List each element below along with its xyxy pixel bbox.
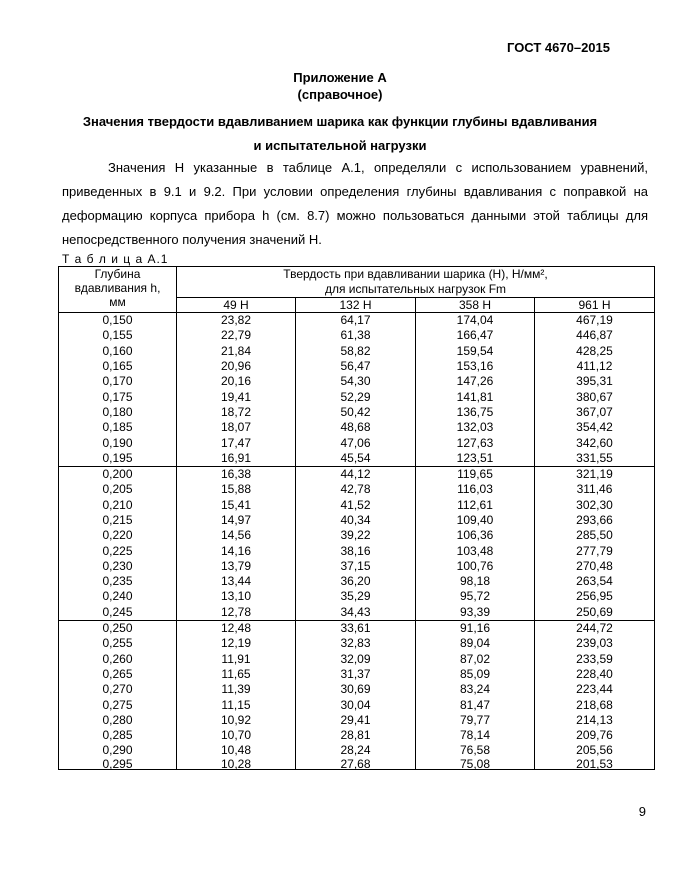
hardness-cell: 209,76 <box>535 728 655 743</box>
hardness-cell: 13,44 <box>177 574 296 589</box>
page-number: 9 <box>638 804 646 819</box>
depth-column-header <box>59 267 177 313</box>
hardness-cell: 83,24 <box>416 682 535 697</box>
hardness-cell: 38,16 <box>296 543 416 558</box>
hardness-header-line1: Твердость при вдавливании шарика (Н), Н/мм², <box>283 267 548 281</box>
depth-cell: 0,250 <box>59 620 177 636</box>
annex-status: (справочное) <box>297 87 383 102</box>
hardness-cell: 41,52 <box>296 498 416 513</box>
annex-heading-line1: Значения твердости вдавливанием шарика как функции глубины вдавливания <box>82 114 598 129</box>
hardness-cell: 380,67 <box>535 389 655 404</box>
table-row <box>59 620 655 636</box>
depth-header-line1: Глубина <box>94 267 141 281</box>
hardness-cell: 87,02 <box>416 652 535 667</box>
table-row <box>59 636 655 651</box>
table-row <box>59 466 655 482</box>
hardness-cell: 354,42 <box>535 420 655 435</box>
depth-cell: 0,200 <box>59 466 177 482</box>
depth-cell: 0,265 <box>59 667 177 682</box>
hardness-cell: 277,79 <box>535 543 655 558</box>
hardness-cell: 293,66 <box>535 513 655 528</box>
hardness-cell: 331,55 <box>535 451 655 467</box>
hardness-cell: 47,06 <box>296 435 416 450</box>
hardness-cell: 21,84 <box>177 344 296 359</box>
depth-cell: 0,195 <box>59 451 177 467</box>
hardness-cell: 166,47 <box>416 328 535 343</box>
hardness-cell: 106,36 <box>416 528 535 543</box>
hardness-cell: 123,51 <box>416 451 535 467</box>
depth-cell: 0,185 <box>59 420 177 435</box>
hardness-cell: 36,20 <box>296 574 416 589</box>
hardness-cell: 54,30 <box>296 374 416 389</box>
table-row <box>59 328 655 343</box>
hardness-cell: 45,54 <box>296 451 416 467</box>
hardness-cell: 132,03 <box>416 420 535 435</box>
hardness-cell: 16,38 <box>177 466 296 482</box>
hardness-cell: 48,68 <box>296 420 416 435</box>
depth-header-line2: вдавливания h, <box>74 281 161 295</box>
hardness-cell: 95,72 <box>416 589 535 604</box>
depth-cell: 0,170 <box>59 374 177 389</box>
load-header: 132 Н <box>296 298 416 313</box>
hardness-cell: 20,16 <box>177 374 296 389</box>
table-row <box>59 451 655 467</box>
table-row <box>59 543 655 558</box>
hardness-cell: 93,39 <box>416 605 535 621</box>
table-row <box>59 759 655 770</box>
hardness-cell: 20,96 <box>177 359 296 374</box>
hardness-cell: 11,15 <box>177 697 296 712</box>
depth-cell: 0,155 <box>59 328 177 343</box>
hardness-cell: 250,69 <box>535 605 655 621</box>
hardness-cell: 14,16 <box>177 543 296 558</box>
hardness-column-header <box>177 267 655 298</box>
depth-cell: 0,270 <box>59 682 177 697</box>
hardness-cell: 159,54 <box>416 344 535 359</box>
hardness-cell: 12,78 <box>177 605 296 621</box>
hardness-cell: 446,87 <box>535 328 655 343</box>
table-row <box>59 697 655 712</box>
hardness-cell: 28,81 <box>296 728 416 743</box>
hardness-cell: 75,08 <box>416 759 535 770</box>
hardness-cell: 61,38 <box>296 328 416 343</box>
hardness-cell: 58,82 <box>296 344 416 359</box>
hardness-cell: 428,25 <box>535 344 655 359</box>
table-row <box>59 728 655 743</box>
hardness-cell: 109,40 <box>416 513 535 528</box>
hardness-cell: 112,61 <box>416 498 535 513</box>
hardness-cell: 18,07 <box>177 420 296 435</box>
depth-cell: 0,285 <box>59 728 177 743</box>
hardness-cell: 302,30 <box>535 498 655 513</box>
depth-cell: 0,205 <box>59 482 177 497</box>
depth-cell: 0,160 <box>59 344 177 359</box>
hardness-cell: 411,12 <box>535 359 655 374</box>
body-paragraph: Значения Н указанные в таблице А.1, определяли с использованием уравнений, приведенных в 9.1 и 9.2. При условии определения глубины вдавливания с поправкой на деформацию корпуса прибора h (см. 8.7) можно пользоваться данными этой таблицы для непосредственного получения значений Н. <box>62 160 648 247</box>
hardness-cell: 89,04 <box>416 636 535 651</box>
hardness-cell: 311,46 <box>535 482 655 497</box>
hardness-cell: 37,15 <box>296 559 416 574</box>
depth-cell: 0,235 <box>59 574 177 589</box>
hardness-cell: 153,16 <box>416 359 535 374</box>
depth-cell: 0,165 <box>59 359 177 374</box>
depth-cell: 0,260 <box>59 652 177 667</box>
hardness-cell: 11,39 <box>177 682 296 697</box>
table-row <box>59 605 655 621</box>
hardness-cell: 33,61 <box>296 620 416 636</box>
depth-cell: 0,275 <box>59 697 177 712</box>
hardness-cell: 30,04 <box>296 697 416 712</box>
hardness-cell: 467,19 <box>535 313 655 329</box>
hardness-cell: 52,29 <box>296 389 416 404</box>
hardness-cell: 32,83 <box>296 636 416 651</box>
hardness-cell: 39,22 <box>296 528 416 543</box>
hardness-cell: 85,09 <box>416 667 535 682</box>
table-row <box>59 667 655 682</box>
hardness-cell: 12,48 <box>177 620 296 636</box>
hardness-cell: 270,48 <box>535 559 655 574</box>
table-caption: Т а б л и ц а А.1 <box>62 252 169 266</box>
table-row <box>59 574 655 589</box>
hardness-cell: 56,47 <box>296 359 416 374</box>
annex-heading-line2: и испытательной нагрузки <box>253 138 427 153</box>
hardness-cell: 263,54 <box>535 574 655 589</box>
hardness-cell: 14,56 <box>177 528 296 543</box>
table-row <box>59 389 655 404</box>
hardness-cell: 12,19 <box>177 636 296 651</box>
table-row <box>59 528 655 543</box>
hardness-cell: 28,24 <box>296 743 416 758</box>
hardness-cell: 40,34 <box>296 513 416 528</box>
load-header: 961 Н <box>535 298 655 313</box>
hardness-cell: 228,40 <box>535 667 655 682</box>
table-row <box>59 374 655 389</box>
depth-cell: 0,210 <box>59 498 177 513</box>
load-header: 358 Н <box>416 298 535 313</box>
hardness-cell: 218,68 <box>535 697 655 712</box>
hardness-cell: 19,41 <box>177 389 296 404</box>
hardness-cell: 76,58 <box>416 743 535 758</box>
table-row <box>59 713 655 728</box>
table-row <box>59 513 655 528</box>
hardness-cell: 11,65 <box>177 667 296 682</box>
hardness-cell: 10,48 <box>177 743 296 758</box>
hardness-cell: 321,19 <box>535 466 655 482</box>
hardness-cell: 34,43 <box>296 605 416 621</box>
table-row <box>59 420 655 435</box>
table-row <box>59 652 655 667</box>
hardness-cell: 64,17 <box>296 313 416 329</box>
table-row <box>59 344 655 359</box>
hardness-cell: 100,76 <box>416 559 535 574</box>
depth-cell: 0,255 <box>59 636 177 651</box>
hardness-cell: 10,92 <box>177 713 296 728</box>
table-body <box>59 313 655 770</box>
depth-cell: 0,290 <box>59 743 177 758</box>
hardness-cell: 78,14 <box>416 728 535 743</box>
document-code: ГОСТ 4670–2015 <box>507 40 610 55</box>
hardness-cell: 13,10 <box>177 589 296 604</box>
hardness-cell: 35,29 <box>296 589 416 604</box>
hardness-cell: 127,63 <box>416 435 535 450</box>
hardness-cell: 239,03 <box>535 636 655 651</box>
hardness-cell: 23,82 <box>177 313 296 329</box>
table-row <box>59 435 655 450</box>
table-row <box>59 498 655 513</box>
hardness-cell: 27,68 <box>296 759 416 770</box>
hardness-cell: 16,91 <box>177 451 296 467</box>
hardness-cell: 44,12 <box>296 466 416 482</box>
table-row <box>59 359 655 374</box>
depth-cell: 0,280 <box>59 713 177 728</box>
depth-header-line3: мм <box>109 295 126 309</box>
hardness-cell: 15,88 <box>177 482 296 497</box>
hardness-cell: 367,07 <box>535 405 655 420</box>
hardness-header-line2: для испытательных нагрузок Fm <box>324 282 507 296</box>
hardness-cell: 395,31 <box>535 374 655 389</box>
hardness-cell: 285,50 <box>535 528 655 543</box>
hardness-cell: 50,42 <box>296 405 416 420</box>
hardness-cell: 233,59 <box>535 652 655 667</box>
table-row <box>59 682 655 697</box>
hardness-cell: 10,70 <box>177 728 296 743</box>
hardness-cell: 31,37 <box>296 667 416 682</box>
hardness-cell: 174,04 <box>416 313 535 329</box>
table-row <box>59 482 655 497</box>
hardness-table <box>58 266 655 770</box>
hardness-cell: 32,09 <box>296 652 416 667</box>
depth-cell: 0,225 <box>59 543 177 558</box>
depth-cell: 0,295 <box>59 759 177 770</box>
load-header: 49 Н <box>177 298 296 313</box>
depth-cell: 0,175 <box>59 389 177 404</box>
depth-cell: 0,215 <box>59 513 177 528</box>
hardness-cell: 141,81 <box>416 389 535 404</box>
hardness-cell: 91,16 <box>416 620 535 636</box>
depth-cell: 0,245 <box>59 605 177 621</box>
hardness-cell: 201,53 <box>535 759 655 770</box>
hardness-cell: 214,13 <box>535 713 655 728</box>
table-row <box>59 559 655 574</box>
depth-cell: 0,150 <box>59 313 177 329</box>
hardness-cell: 18,72 <box>177 405 296 420</box>
hardness-cell: 15,41 <box>177 498 296 513</box>
hardness-cell: 256,95 <box>535 589 655 604</box>
table-row <box>59 589 655 604</box>
depth-cell: 0,180 <box>59 405 177 420</box>
depth-cell: 0,190 <box>59 435 177 450</box>
hardness-cell: 103,48 <box>416 543 535 558</box>
hardness-cell: 205,56 <box>535 743 655 758</box>
depth-cell: 0,240 <box>59 589 177 604</box>
hardness-cell: 98,18 <box>416 574 535 589</box>
hardness-cell: 136,75 <box>416 405 535 420</box>
annex-title: Приложение А <box>293 70 387 85</box>
hardness-cell: 10,28 <box>177 759 296 770</box>
hardness-cell: 42,78 <box>296 482 416 497</box>
hardness-cell: 30,69 <box>296 682 416 697</box>
hardness-cell: 79,77 <box>416 713 535 728</box>
hardness-cell: 22,79 <box>177 328 296 343</box>
hardness-cell: 11,91 <box>177 652 296 667</box>
hardness-cell: 147,26 <box>416 374 535 389</box>
hardness-cell: 81,47 <box>416 697 535 712</box>
hardness-cell: 13,79 <box>177 559 296 574</box>
table-row <box>59 405 655 420</box>
hardness-cell: 342,60 <box>535 435 655 450</box>
depth-cell: 0,230 <box>59 559 177 574</box>
table-row <box>59 313 655 329</box>
hardness-cell: 17,47 <box>177 435 296 450</box>
hardness-cell: 29,41 <box>296 713 416 728</box>
depth-cell: 0,220 <box>59 528 177 543</box>
hardness-cell: 14,97 <box>177 513 296 528</box>
hardness-cell: 244,72 <box>535 620 655 636</box>
hardness-cell: 223,44 <box>535 682 655 697</box>
hardness-cell: 116,03 <box>416 482 535 497</box>
hardness-cell: 119,65 <box>416 466 535 482</box>
